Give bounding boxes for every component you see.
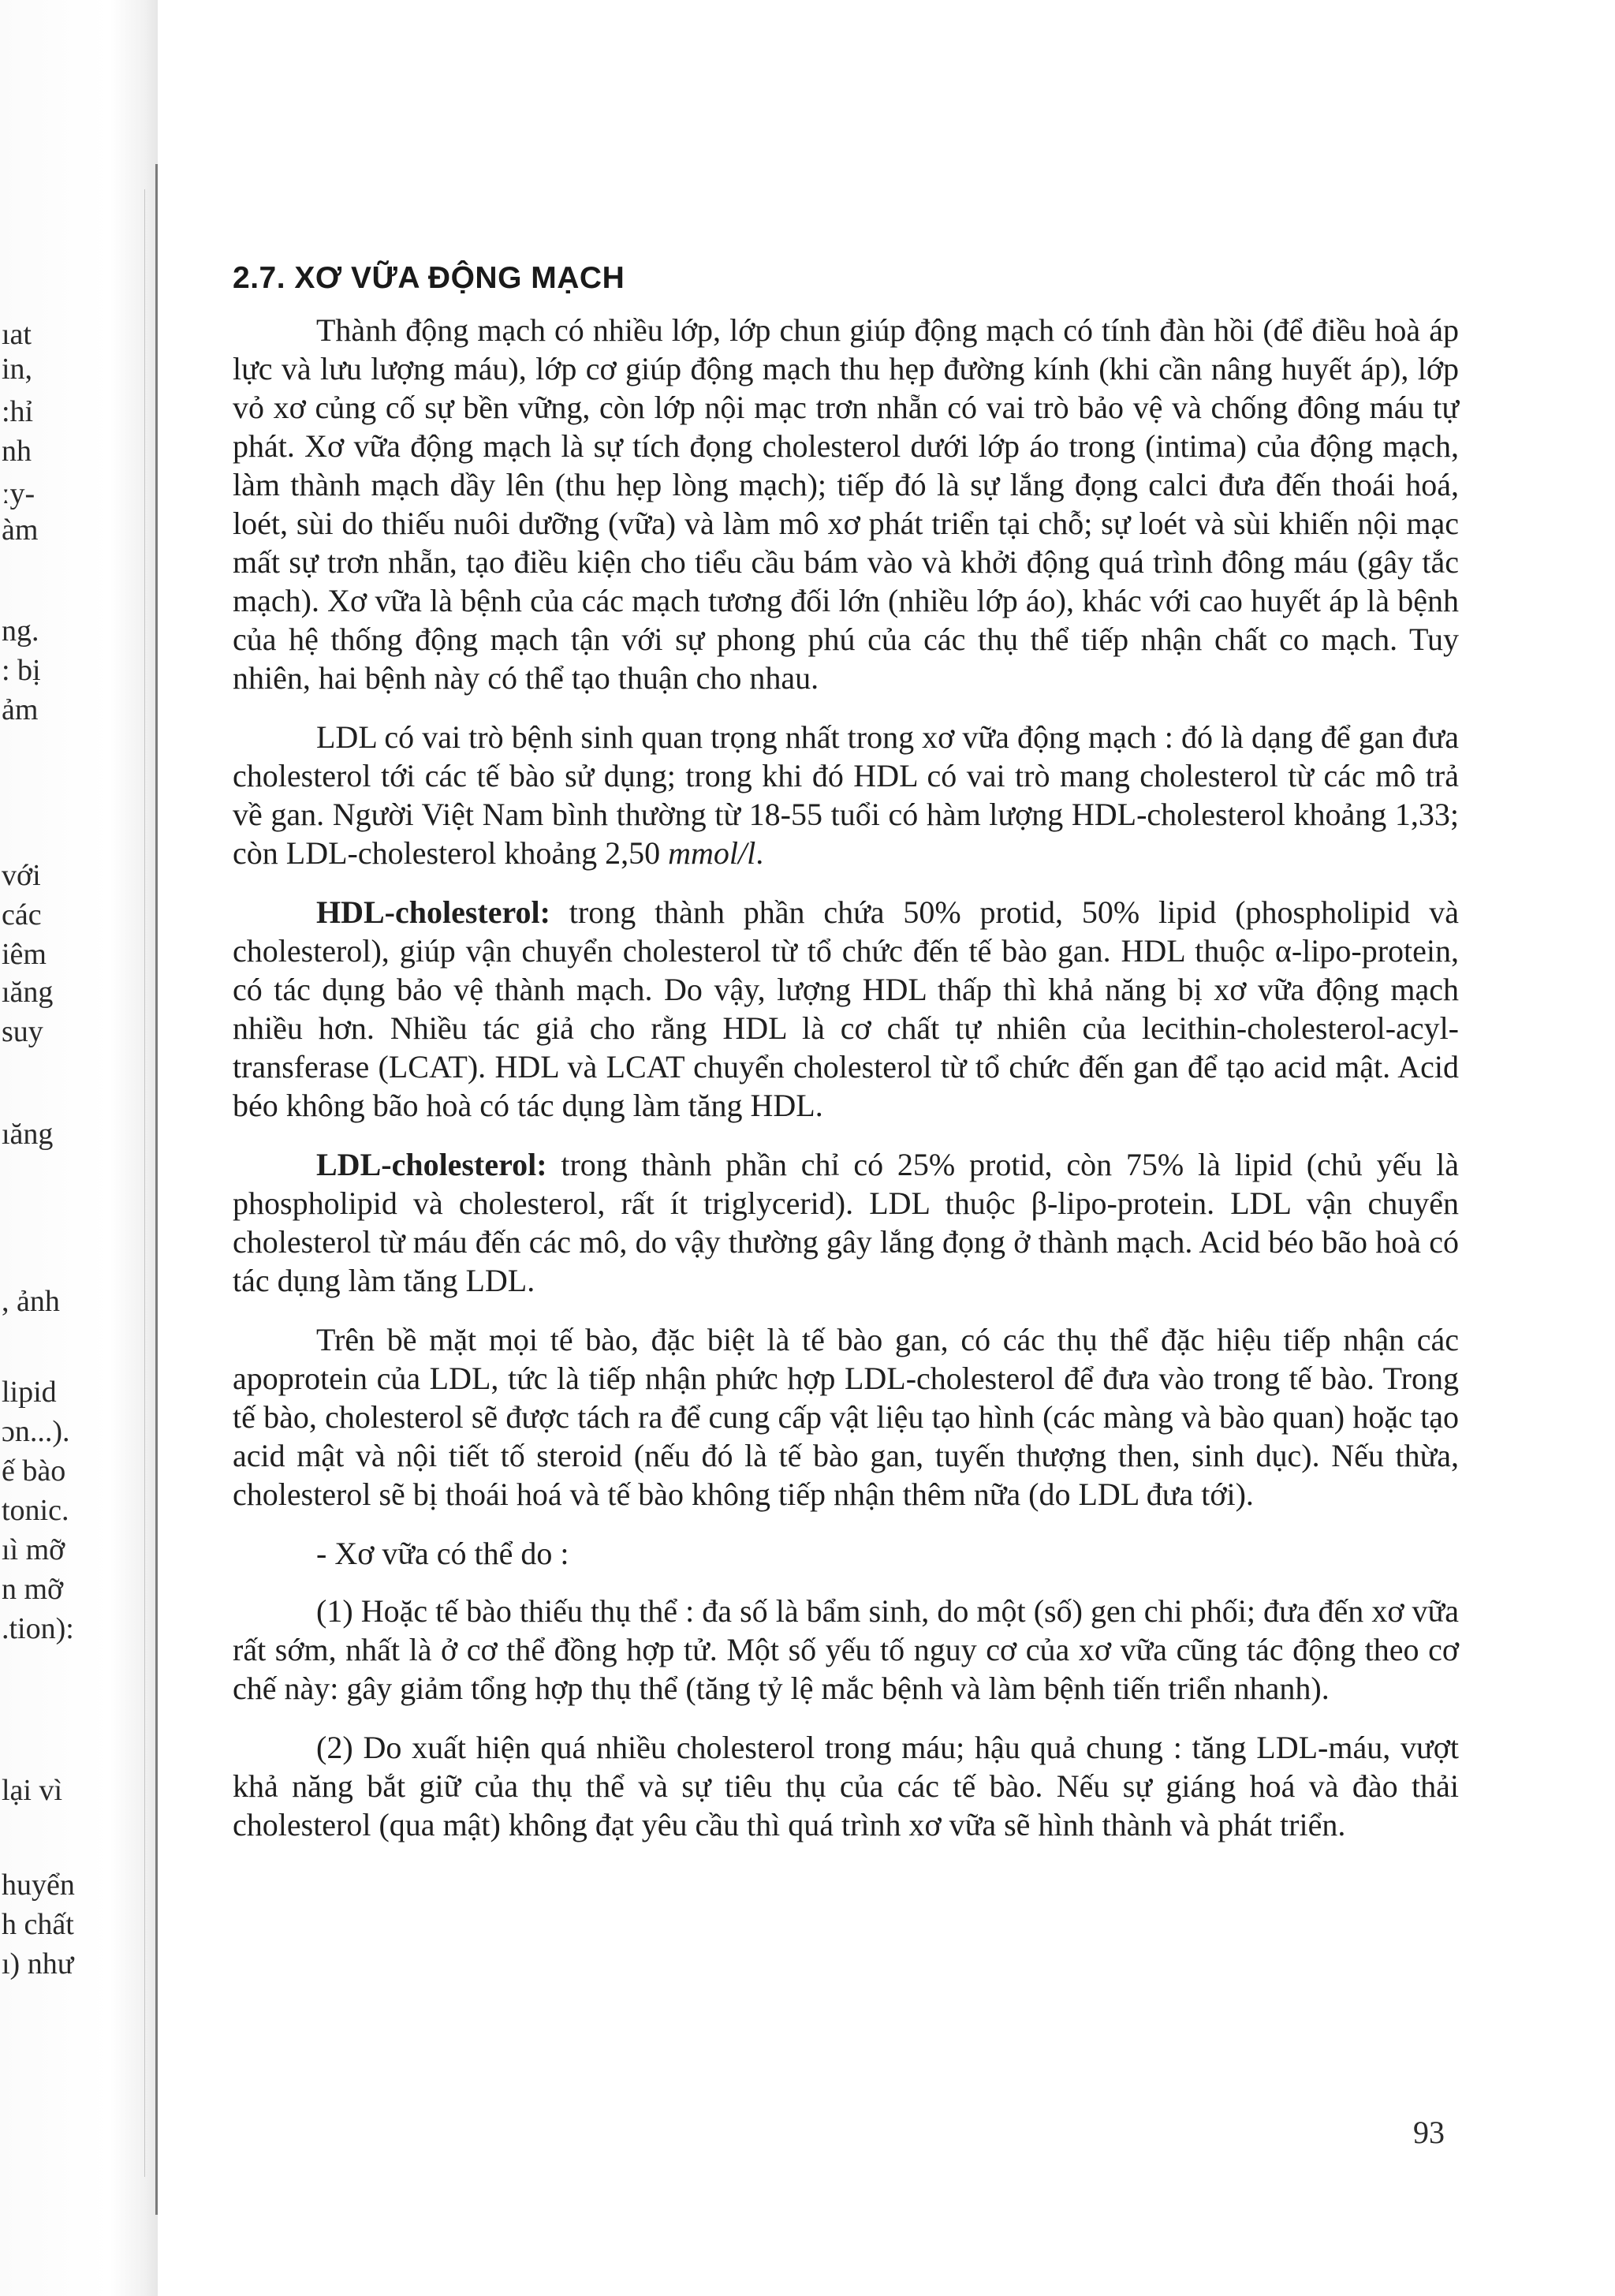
margin-fragment: h chất (2, 1908, 74, 1941)
cause-item-2: (2) Do xuất hiện quá nhiều cholesterol trong máu; hậu quả chung : tăng LDL-máu, vượt khả năng bắt giữ của thụ thể và sự tiêu thụ của các tế bào. Nếu sự giáng hoá và đào thải cholesterol (qua mật) không đạt yêu cầu thì quá trình xơ vữa sẽ hình thành và phát triển. (233, 1730, 1459, 1842)
causes-intro: - Xơ vữa có thể do : (316, 1536, 569, 1571)
ldl-label: LDL-cholesterol: (316, 1147, 547, 1182)
margin-fragment: àm (2, 513, 39, 547)
margin-fragment: ảm (2, 693, 39, 726)
margin-fragment: lại vì (2, 1774, 63, 1807)
margin-fragment: in, (2, 353, 33, 386)
margin-fragment: ng. (2, 614, 39, 648)
margin-fragment: n mỡ (2, 1573, 64, 1606)
paragraph-arterial-wall: Thành động mạch có nhiều lớp, lớp chun giúp động mạch có tính đàn hồi (để điều hoà áp lực và lưu lượng máu), lớp cơ giúp động mạch thu hẹp đường kính (khi cần nâng huyết áp), lớp vỏ xơ củng cố sự bền vững, còn lớp nội mạc trơn nhẵn có vai trò bảo vệ và chống đông máu tự phát. Xơ vữa động mạch là sự tích đọng cholesterol dưới lớp áo trong (intima) của động mạch, làm thành mạch dầy lên (thu hẹp lòng mạch); tiếp đó là sự lắng đọng calci đưa đến thoái hoá, loét, sùi do thiếu nuôi dưỡng (vữa) và làm mô xơ phát triển tại chỗ; sự loét và sùi khiến nội mạc mất sự trơn nhẵn, tạo điều kiện cho tiểu cầu bám vào và khởi động quá trình đông máu (gây tắc mạch). Xơ vữa là bệnh của các mạch tương đối lớn (nhiều lớp áo), khác với cao huyết áp là bệnh của hệ thống động mạch tận với sự phong phú của các thụ thể tiếp nhận chất co mạch. Tuy nhiên, hai bệnh này có thể tạo thuận cho nhau. (233, 312, 1459, 696)
binding-gutter-line (155, 164, 158, 2215)
paragraph-cell-receptors: Trên bề mặt mọi tế bào, đặc biệt là tế bào gan, có các thụ thể đặc hiệu tiếp nhận các apoprotein của LDL, tức là tiếp nhận phức hợp LDL-cholesterol để đưa vào trong tế bào. Trong tế bào, cholesterol sẽ được tách ra để cung cấp vật liệu tạo hình (các màng và bào quan) hoặc tạo acid mật và nội tiết tố steroid (nếu đó là tế bào gan, tuyến thượng then, sinh dục). Nếu thừa, cholesterol sẽ bị thoái hoá và tế bào không tiếp nhận thêm nữa (do LDL đưa tới). (233, 1322, 1459, 1512)
margin-fragment: tonic. (2, 1494, 69, 1527)
margin-fragment: ɔn...). (2, 1415, 70, 1448)
cause-item-1: (1) Hoặc tế bào thiếu thụ thể : đa số là bẩm sinh, do một (số) gen chi phối; đưa đến xơ vữa rất sớm, nhất là ở cơ thể đồng hợp tử. Một số yếu tố nguy cơ của xơ vữa cũng tác động theo cơ chế này: gây giảm tổng hợp thụ thể (tăng tỷ lệ mắc bệnh và làm bệnh tiến triển nhanh). (233, 1593, 1459, 1706)
margin-fragment: , ảnh (2, 1285, 60, 1318)
margin-fragment: ıăng (2, 1118, 54, 1151)
margin-fragment: ế bào (2, 1454, 66, 1488)
paragraph-ldl-cholesterol (233, 1145, 1459, 1300)
unit-mmol: mmol/l (668, 835, 756, 871)
section-heading: 2.7. XƠ VỮA ĐỘNG MẠCH (233, 261, 625, 295)
ldl-role-text: LDL có vai trò bệnh sinh quan trọng nhất trong xơ vữa động mạch : đó là dạng để gan đưa cholesterol tới các tế bào sử dụng; trong khi đó HDL có vai trò mang cholesterol từ các mô trả về gan. Người Việt Nam bình thường từ 18-55 tuổi có hàm lượng HDL-cholesterol khoảng 1,33; còn LDL-cholesterol khoảng 2,50 (233, 719, 1459, 871)
margin-fragment: ıì mỡ (2, 1533, 65, 1566)
paragraph-hdl-cholesterol (233, 893, 1459, 1125)
margin-fragment: các (2, 898, 42, 931)
margin-fragment: suy (2, 1015, 43, 1048)
ldl-role-end: . (755, 835, 764, 871)
margin-fragment: :hỉ (2, 395, 34, 428)
hdl-label: HDL-cholesterol: (316, 894, 550, 930)
margin-fragment: nh (2, 435, 32, 468)
margin-fragment: ı) như (2, 1947, 74, 1981)
margin-fragment: ːy- (2, 477, 35, 510)
margin-fragment: iêm (2, 938, 47, 971)
ldl-text: trong thành phần chỉ có 25% protid, còn 75% là lipid (chủ yếu là phospholipid và cholesterol, rất ít triglycerid). LDL thuộc β-lipo-protein. LDL vận chuyển cholesterol từ máu đến các mô, do vậy thường gây lắng đọng ở thành mạch. Acid béo bão hoà có tác dụng làm tăng LDL. (233, 1147, 1459, 1298)
margin-fragment: ıat (2, 318, 32, 351)
page-content (233, 260, 1459, 1865)
margin-fragment: với (2, 859, 41, 892)
page-number: 93 (1413, 2115, 1445, 2150)
margin-fragment: ıăng (2, 976, 54, 1009)
binding-gutter-shadow-line (144, 189, 145, 2177)
margin-fragment: .tion): (2, 1612, 74, 1645)
margin-fragment: lipid (2, 1376, 57, 1409)
previous-page-margin (0, 0, 138, 2296)
margin-fragment: : bị (2, 654, 41, 687)
margin-fragment: huyển (2, 1869, 75, 1902)
paragraph-ldl-role (233, 718, 1459, 872)
hdl-text: trong thành phần chứa 50% protid, 50% lipid (phospholipid và cholesterol), giúp vận chuyển cholesterol từ tổ chức đến tế bào gan. HDL thuộc α-lipo-protein, có tác dụng bảo vệ thành mạch. Do vậy, lượng HDL thấp thì khả năng bị xơ vữa động mạch nhiều hơn. Nhiều tác giả cho rằng HDL là cơ chất tự nhiên của lecithin-cholesterol-acyl-transferase (LCAT). HDL và LCAT chuyển cholesterol từ tổ chức đến gan để tạo acid mật. Acid béo không bão hoà có tác dụng làm tăng HDL. (233, 894, 1459, 1123)
